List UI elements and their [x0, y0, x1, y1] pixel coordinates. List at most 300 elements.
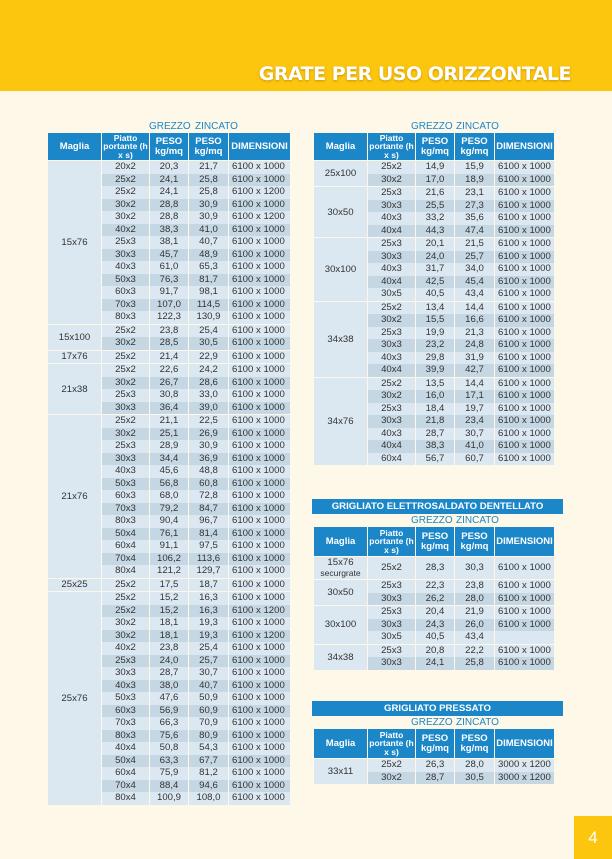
- header-peso-grezzo: [416, 527, 454, 556]
- piatto-cell: 70x3: [102, 299, 149, 312]
- peso-zincato-cell: 27,3: [455, 200, 494, 213]
- maglia-value: 34x38: [327, 651, 354, 663]
- peso-zincato-cell: 30,3: [455, 557, 494, 579]
- piatto-cell: 25x3: [102, 389, 149, 402]
- peso-grezzo-cell: 39,9: [416, 364, 454, 377]
- pressato-table: [313, 729, 565, 784]
- peso-grezzo-cell: 38,1: [150, 236, 188, 249]
- peso-grezzo-cell: 91,7: [150, 286, 188, 299]
- dimensioni-cell: 6100 x 1000: [229, 337, 290, 350]
- peso-zincato-cell: 15,9: [455, 161, 494, 174]
- piatto-cell: 25x2: [102, 605, 149, 618]
- piatto-cell: 40x4: [368, 440, 415, 453]
- peso-zincato-cell: 21,9: [455, 606, 494, 619]
- dimensioni-cell: 6100 x 1000: [229, 730, 290, 743]
- piatto-cell: 40x2: [102, 642, 149, 655]
- piatto-cell: 25x2: [102, 364, 149, 377]
- peso-zincato-cell: 26,0: [455, 619, 494, 632]
- table-row: [314, 161, 554, 174]
- dimensioni-cell: 6100 x 1000: [229, 415, 290, 428]
- dimensioni-cell: 6100 x 1000: [495, 225, 554, 238]
- piatto-cell: 30x3: [368, 415, 415, 428]
- pressato-title: GRIGLIATO PRESSATO: [312, 701, 563, 716]
- peso-zincato-cell: 39,0: [189, 402, 228, 415]
- peso-grezzo-cell: 20,3: [150, 161, 188, 174]
- grezzo-label-right: GREZZO: [411, 121, 453, 132]
- peso-grezzo-cell: 13,4: [416, 302, 454, 315]
- piatto-cell: 25x3: [102, 236, 149, 249]
- dimensioni-cell: 6100 x 1000: [229, 465, 290, 478]
- dimensioni-cell: 6100 x 1000: [229, 161, 290, 174]
- peso-grezzo-cell: 40,5: [416, 288, 454, 301]
- table-row: [314, 302, 554, 315]
- piatto-cell: 25x2: [102, 592, 149, 605]
- peso-grezzo-cell: 88,4: [150, 780, 188, 793]
- piatto-cell: 25x3: [102, 655, 149, 668]
- maglia-cell: [314, 759, 367, 784]
- dimensioni-cell: 6100 x 1000: [229, 692, 290, 705]
- piatto-cell: 30x3: [368, 251, 415, 264]
- piatto-cell: 30x2: [102, 428, 149, 441]
- peso-zincato-cell: 25,4: [189, 325, 228, 338]
- maglia-cell: [48, 592, 101, 805]
- peso-unit: kg/mq: [421, 742, 449, 754]
- peso-zincato-cell: 80,9: [189, 730, 228, 743]
- piatto-cell: 40x4: [102, 742, 149, 755]
- dimensioni-cell: 6100 x 1000: [495, 428, 554, 441]
- peso-zincato-cell: 45,4: [455, 276, 494, 289]
- peso-zincato-cell: 30,9: [189, 440, 228, 453]
- peso-grezzo-cell: 61,0: [150, 261, 188, 274]
- maglia-note: securgrate: [320, 568, 361, 578]
- dimensioni-cell: 6100 x 1000: [495, 453, 554, 466]
- piatto-cell: 25x2: [368, 302, 415, 315]
- dimensioni-cell: 6100 x 1000: [495, 390, 554, 403]
- peso-grezzo-cell: 18,4: [416, 403, 454, 416]
- peso-label: PESO: [155, 135, 183, 147]
- maglia-cell: [48, 415, 101, 578]
- peso-zincato-cell: 23,1: [455, 187, 494, 200]
- peso-grezzo-cell: 38,0: [150, 680, 188, 693]
- peso-grezzo-cell: 28,9: [150, 440, 188, 453]
- peso-zincato-cell: 22,9: [189, 351, 228, 364]
- peso-zincato-cell: 24,2: [189, 364, 228, 377]
- piatto-cell: 70x3: [102, 503, 149, 516]
- piatto-cell: 50x3: [102, 692, 149, 705]
- dimensioni-cell: 6100 x 1000: [229, 453, 290, 466]
- peso-zincato-cell: 81,2: [189, 767, 228, 780]
- peso-zincato-cell: 60,8: [189, 478, 228, 491]
- peso-grezzo-cell: 14,9: [416, 161, 454, 174]
- dimensioni-cell: 6100 x 1000: [229, 528, 290, 541]
- table-row: [48, 579, 290, 592]
- dimensioni-cell: 6100 x 1000: [495, 557, 554, 579]
- piatto-cell: 30x3: [102, 667, 149, 680]
- dimensioni-cell: 6100 x 1000: [229, 792, 290, 805]
- peso-grezzo-cell: 30,8: [150, 389, 188, 402]
- peso-grezzo-cell: 107,0: [150, 299, 188, 312]
- dimensioni-cell: 6100 x 1200: [229, 211, 290, 224]
- peso-grezzo-cell: 38,3: [150, 224, 188, 237]
- peso-zincato-cell: 41,0: [455, 440, 494, 453]
- peso-zincato-cell: 50,9: [189, 692, 228, 705]
- piatto-cell: 40x3: [102, 261, 149, 274]
- peso-zincato-cell: 41,0: [189, 224, 228, 237]
- piatto-cell: 30x3: [102, 249, 149, 262]
- maglia-cell: [314, 557, 367, 579]
- peso-grezzo-cell: 28,8: [150, 199, 188, 212]
- peso-zincato-cell: 34,0: [455, 263, 494, 276]
- peso-zincato-cell: 14,4: [455, 378, 494, 391]
- peso-grezzo-cell: 56,9: [150, 705, 188, 718]
- header-piatto: Piatto portante (h x s): [369, 729, 414, 757]
- dimensioni-cell: 6100 x 1000: [229, 311, 290, 324]
- zincato-label: ZINCATO: [195, 121, 238, 132]
- piatto-cell: 40x4: [368, 225, 415, 238]
- piatto-cell: 25x2: [102, 351, 149, 364]
- peso-grezzo-cell: 34,4: [150, 453, 188, 466]
- header-piatto: Piatto portante (h x s): [369, 527, 414, 555]
- dimensioni-cell: 6100 x 1000: [229, 592, 290, 605]
- dimensioni-cell: 6100 x 1000: [229, 755, 290, 768]
- table-row: [314, 557, 554, 579]
- peso-zincato-cell: 72,8: [189, 490, 228, 503]
- table-row: [314, 645, 554, 658]
- peso-grezzo-cell: 28,7: [416, 428, 454, 441]
- table-row: [48, 325, 290, 338]
- dimensioni-cell: 6100 x 1200: [229, 186, 290, 199]
- dimensioni-cell: 6100 x 1000: [229, 705, 290, 718]
- piatto-cell: 25x3: [102, 440, 149, 453]
- dimensioni-cell: 6100 x 1000: [229, 515, 290, 528]
- zincato-label-pressato: ZINCATO: [456, 717, 499, 728]
- peso-grezzo-cell: 29,8: [416, 352, 454, 365]
- piatto-cell: 40x3: [102, 465, 149, 478]
- piatto-cell: 70x4: [102, 780, 149, 793]
- dimensioni-cell: 6100 x 1000: [229, 565, 290, 578]
- peso-unit: kg/mq: [460, 145, 489, 157]
- peso-zincato-cell: 30,5: [455, 772, 494, 785]
- dimensioni-cell: 3000 x 1200: [495, 759, 554, 772]
- dimensioni-cell: 6100 x 1000: [229, 717, 290, 730]
- peso-zincato-cell: 17,1: [455, 390, 494, 403]
- dimensioni-cell: 6100 x 1000: [229, 478, 290, 491]
- peso-grezzo-cell: 38,3: [416, 440, 454, 453]
- peso-zincato-cell: 14,4: [455, 302, 494, 315]
- piatto-cell: 25x3: [368, 606, 415, 619]
- peso-grezzo-cell: 23,8: [150, 325, 188, 338]
- dimensioni-cell: 6100 x 1000: [229, 261, 290, 274]
- peso-grezzo-cell: 18,1: [150, 630, 188, 643]
- maglia-cell: [314, 302, 367, 377]
- piatto-cell: 40x3: [368, 263, 415, 276]
- piatto-cell: 30x3: [368, 619, 415, 632]
- piatto-cell: 25x2: [368, 557, 415, 579]
- dimensioni-cell: 6100 x 1000: [229, 377, 290, 390]
- maglia-value: 30x100: [324, 619, 357, 631]
- peso-zincato-cell: 22,2: [455, 645, 494, 658]
- dimensioni-cell: 6100 x 1000: [495, 580, 554, 593]
- piatto-cell: 60x4: [102, 767, 149, 780]
- peso-grezzo-cell: 47,6: [150, 692, 188, 705]
- maglia-value: 30x100: [324, 263, 357, 275]
- peso-grezzo-cell: 79,2: [150, 503, 188, 516]
- peso-grezzo-cell: 21,4: [150, 351, 188, 364]
- piatto-cell: 25x2: [102, 415, 149, 428]
- piatto-cell: 40x4: [368, 364, 415, 377]
- dimensioni-cell: 6100 x 1000: [495, 440, 554, 453]
- piatto-cell: 40x3: [368, 352, 415, 365]
- zincato-label-right: ZINCATO: [456, 121, 499, 132]
- dimensioni-cell: 6100 x 1000: [229, 199, 290, 212]
- peso-zincato-cell: 24,8: [455, 339, 494, 352]
- maglia-cell: [314, 161, 367, 186]
- piatto-cell: 20x2: [102, 161, 149, 174]
- maglia-value: 30x50: [327, 587, 354, 598]
- header-peso-grezzo: [150, 133, 188, 160]
- peso-label: PESO: [421, 135, 449, 147]
- header-dimensioni: DIMENSIONI: [229, 133, 290, 160]
- peso-zincato-cell: 23,8: [455, 580, 494, 593]
- peso-zincato-cell: 114,5: [189, 299, 228, 312]
- piatto-cell: 40x3: [102, 680, 149, 693]
- peso-grezzo-cell: 21,8: [416, 415, 454, 428]
- piatto-cell: 30x3: [102, 453, 149, 466]
- peso-unit: kg/mq: [460, 742, 489, 754]
- peso-grezzo-cell: 24,1: [150, 186, 188, 199]
- peso-zincato-cell: 70,9: [189, 717, 228, 730]
- peso-grezzo-cell: 22,3: [416, 580, 454, 593]
- table-row: [314, 238, 554, 251]
- peso-zincato-cell: 98,1: [189, 286, 228, 299]
- peso-grezzo-cell: 24,1: [150, 174, 188, 187]
- piatto-cell: 50x4: [102, 755, 149, 768]
- dimensioni-cell: 6100 x 1000: [229, 351, 290, 364]
- peso-grezzo-cell: 56,7: [416, 453, 454, 466]
- peso-grezzo-cell: 50,8: [150, 742, 188, 755]
- dimensioni-cell: 6100 x 1000: [229, 642, 290, 655]
- piatto-cell: 40x2: [102, 224, 149, 237]
- peso-zincato-cell: 33,0: [189, 389, 228, 402]
- maglia-cell: [48, 351, 101, 364]
- header-maglia: Maglia: [314, 133, 367, 160]
- peso-zincato-cell: 42,7: [455, 364, 494, 377]
- peso-grezzo-cell: 24,0: [416, 251, 454, 264]
- header-dimensioni: DIMENSIONI: [495, 527, 554, 556]
- piatto-cell: 60x3: [102, 490, 149, 503]
- dimensioni-cell: 6100 x 1000: [495, 161, 554, 174]
- piatto-cell: 25x2: [102, 325, 149, 338]
- peso-label: PESO: [461, 732, 488, 744]
- peso-zincato-cell: 96,7: [189, 515, 228, 528]
- piatto-cell: 80x3: [102, 515, 149, 528]
- dimensioni-cell: 6100 x 1000: [495, 238, 554, 251]
- peso-zincato-cell: 21,7: [189, 161, 228, 174]
- peso-grezzo-cell: 76,3: [150, 274, 188, 287]
- peso-zincato-cell: 30,7: [189, 667, 228, 680]
- dimensioni-cell: 6100 x 1200: [229, 605, 290, 618]
- maglia-value: 34x76: [327, 415, 354, 427]
- peso-zincato-cell: 16,6: [455, 314, 494, 327]
- piatto-cell: 25x2: [102, 579, 149, 592]
- piatto-cell: 30x2: [368, 314, 415, 327]
- peso-grezzo-cell: 40,5: [416, 631, 454, 644]
- peso-grezzo-cell: 45,6: [150, 465, 188, 478]
- maglia-value: 21x76: [61, 490, 88, 502]
- dimensioni-cell: 6100 x 1000: [495, 314, 554, 327]
- peso-label: PESO: [195, 135, 222, 147]
- peso-grezzo-cell: 17,0: [416, 174, 454, 187]
- maglia-cell: [314, 606, 367, 644]
- dimensioni-cell: 6100 x 1000: [229, 364, 290, 377]
- dimensioni-cell: 6100 x 1000: [229, 286, 290, 299]
- table-row: [314, 580, 554, 593]
- dimensioni-cell: 6100 x 1000: [495, 212, 554, 225]
- peso-grezzo-cell: 90,4: [150, 515, 188, 528]
- peso-grezzo-cell: 15,2: [150, 605, 188, 618]
- dimensioni-cell: 6100 x 1000: [229, 767, 290, 780]
- piatto-cell: 30x3: [368, 200, 415, 213]
- piatto-cell: 30x3: [368, 593, 415, 606]
- piatto-cell: 30x2: [102, 337, 149, 350]
- dimensioni-cell: 6100 x 1000: [229, 579, 290, 592]
- dimensioni-cell: 6100 x 1000: [229, 617, 290, 630]
- peso-grezzo-cell: 26,2: [416, 593, 454, 606]
- peso-grezzo-cell: 63,3: [150, 755, 188, 768]
- peso-grezzo-cell: 100,9: [150, 792, 188, 805]
- dimensioni-cell: 6100 x 1000: [495, 302, 554, 315]
- piatto-cell: 25x2: [368, 378, 415, 391]
- peso-zincato-cell: 25,7: [189, 655, 228, 668]
- table-row: [314, 187, 554, 200]
- dimensioni-cell: 6100 x 1000: [229, 655, 290, 668]
- peso-unit: kg/mq: [421, 145, 449, 157]
- grezzo-label-dentellato: GREZZO: [411, 515, 453, 526]
- piatto-cell: 50x4: [102, 528, 149, 541]
- piatto-cell: 50x3: [102, 478, 149, 491]
- dimensioni-cell: 6100 x 1000: [495, 187, 554, 200]
- header-peso-grezzo: [416, 133, 454, 160]
- peso-unit: kg/mq: [194, 145, 223, 157]
- peso-grezzo-cell: 13,5: [416, 378, 454, 391]
- piatto-cell: 40x3: [368, 212, 415, 225]
- peso-grezzo-cell: 44,3: [416, 225, 454, 238]
- maglia-value: 30x50: [327, 206, 354, 218]
- piatto-cell: 30x3: [102, 402, 149, 415]
- dimensioni-cell: 6100 x 1000: [229, 236, 290, 249]
- dentellato-title: GRIGLIATO ELETTROSALDATO DENTELLATO: [312, 499, 563, 514]
- peso-label: PESO: [461, 530, 488, 542]
- data-table: [313, 729, 555, 784]
- peso-zincato-cell: 81,4: [189, 528, 228, 541]
- peso-zincato-cell: 28,6: [189, 377, 228, 390]
- maglia-value: 21x38: [61, 383, 88, 395]
- peso-grezzo-cell: 33,2: [416, 212, 454, 225]
- dimensioni-cell: 6100 x 1000: [229, 389, 290, 402]
- piatto-cell: 30x2: [102, 377, 149, 390]
- dimensioni-cell: 6100 x 1000: [229, 325, 290, 338]
- table-row: [314, 378, 554, 391]
- peso-zincato-cell: 19,3: [189, 630, 228, 643]
- peso-zincato-cell: 25,8: [189, 186, 228, 199]
- piatto-cell: 30x2: [368, 390, 415, 403]
- header-piatto: Piatto portante (h x s): [369, 133, 414, 160]
- peso-grezzo-cell: 28,3: [416, 557, 454, 579]
- peso-grezzo-cell: 45,7: [150, 249, 188, 262]
- table-row: [48, 415, 290, 428]
- dimensioni-cell: 6100 x 1000: [495, 251, 554, 264]
- maglia-value: 34x38: [327, 333, 354, 345]
- dimensioni-cell: 6100 x 1000: [229, 680, 290, 693]
- peso-zincato-cell: 25,7: [455, 251, 494, 264]
- peso-zincato-cell: 113,6: [189, 553, 228, 566]
- header-peso-zincato: [189, 133, 228, 160]
- peso-grezzo-cell: 19,9: [416, 327, 454, 340]
- maglia-value: 15x76: [61, 236, 88, 248]
- peso-label: PESO: [421, 732, 449, 744]
- dimensioni-cell: 6100 x 1000: [229, 780, 290, 793]
- grezzo-label: GREZZO: [149, 121, 191, 132]
- peso-grezzo-cell: 26,3: [416, 759, 454, 772]
- maglia-cell: [314, 645, 367, 670]
- piatto-cell: 30x3: [368, 657, 415, 670]
- peso-grezzo-cell: 24,3: [416, 619, 454, 632]
- peso-grezzo-cell: 36,4: [150, 402, 188, 415]
- piatto-cell: 50x3: [102, 274, 149, 287]
- peso-zincato-cell: 43,4: [455, 288, 494, 301]
- piatto-cell: 25x2: [102, 186, 149, 199]
- piatto-cell: 80x3: [102, 730, 149, 743]
- peso-grezzo-cell: 17,5: [150, 579, 188, 592]
- peso-zincato-cell: 19,3: [189, 617, 228, 630]
- table-row: [48, 161, 290, 174]
- header-dimensioni: DIMENSIONI: [495, 133, 554, 160]
- dimensioni-cell: 6100 x 1000: [495, 276, 554, 289]
- peso-zincato-cell: 18,7: [189, 579, 228, 592]
- piatto-cell: 30x2: [368, 772, 415, 785]
- peso-grezzo-cell: 56,8: [150, 478, 188, 491]
- piatto-cell: 40x3: [368, 428, 415, 441]
- dimensioni-cell: 6100 x 1000: [495, 657, 554, 670]
- peso-zincato-cell: 129,7: [189, 565, 228, 578]
- peso-zincato-cell: 30,5: [189, 337, 228, 350]
- peso-zincato-cell: 60,9: [189, 705, 228, 718]
- dimensioni-cell: 6100 x 1000: [495, 364, 554, 377]
- dimensioni-cell: 6100 x 1000: [229, 428, 290, 441]
- dimensioni-cell: 6100 x 1000: [495, 200, 554, 213]
- dimensioni-cell: 6100 x 1000: [229, 440, 290, 453]
- piatto-cell: 80x3: [102, 311, 149, 324]
- dimensioni-cell: 6100 x 1000: [229, 174, 290, 187]
- peso-zincato-cell: 31,9: [455, 352, 494, 365]
- data-table: [47, 133, 291, 805]
- peso-label: PESO: [461, 135, 488, 147]
- peso-zincato-cell: 30,9: [189, 199, 228, 212]
- peso-grezzo-cell: 23,2: [416, 339, 454, 352]
- peso-label: PESO: [421, 530, 449, 542]
- header-maglia: Maglia: [314, 729, 367, 758]
- piatto-cell: 25x2: [368, 759, 415, 772]
- dimensioni-cell: 6100 x 1000: [229, 299, 290, 312]
- peso-zincato-cell: 18,9: [455, 174, 494, 187]
- maglia-value: 15x100: [58, 331, 91, 343]
- header-peso-zincato: [455, 729, 494, 758]
- table-row: [48, 592, 290, 605]
- peso-zincato-cell: 30,7: [455, 428, 494, 441]
- piatto-cell: 60x3: [102, 705, 149, 718]
- piatto-cell: 30x5: [368, 288, 415, 301]
- peso-zincato-cell: 23,4: [455, 415, 494, 428]
